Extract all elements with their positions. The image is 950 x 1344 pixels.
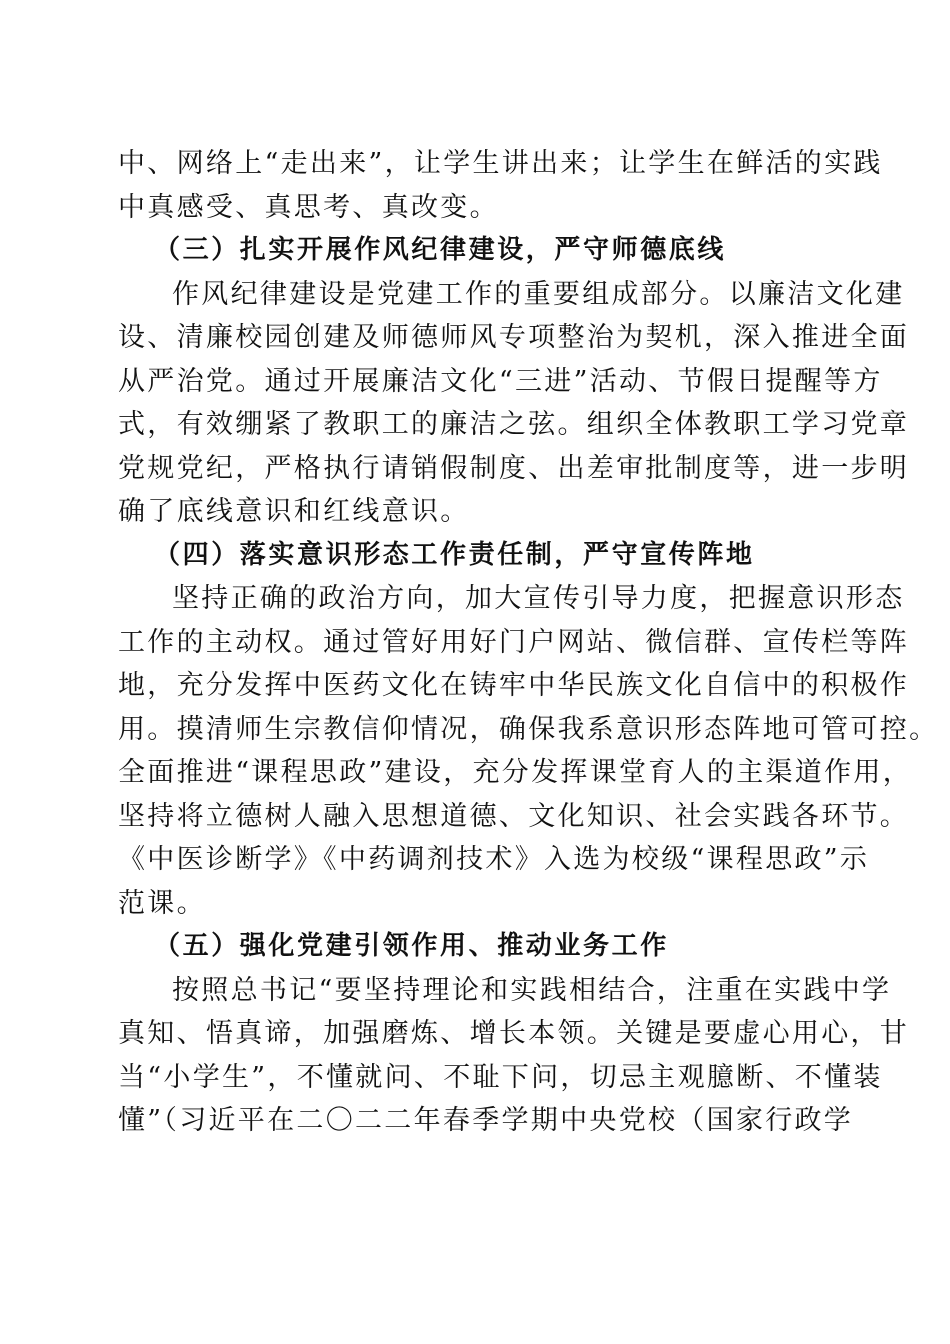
paragraph-first-line: 按照总书记“要坚持理论和实践相结合，注重在实践中学 (172, 974, 892, 1006)
body-line: 设、清廉校园创建及师德师风专项整治为契机，深入推进全面 (118, 322, 910, 353)
body-line: 用。摸清师生宗教信仰情况，确保我系意识形态阵地可管可控。 (118, 713, 939, 745)
body-line: 中、网络上“走出来”，让学生讲出来；让学生在鲜活的实践 (118, 148, 883, 179)
body-line: 全面推进“课程思政”建设，充分发挥课堂育人的主渠道作用， (118, 757, 913, 788)
paragraph-first-line: 作风纪律建设是党建工作的重要组成部分。以廉洁文化建 (172, 278, 905, 310)
paragraph-first-line: 坚持正确的政治方向，加大宣传引导力度，把握意识形态 (172, 583, 905, 614)
section-heading-3: （三）扎实开展作风纪律建设，严守师德底线 (154, 235, 727, 265)
section-heading-5: （五）强化党建引领作用、推动业务工作 (154, 931, 669, 961)
document-page (118, 142, 939, 1143)
body-line: 地，充分发挥中医药文化在铸牢中华民族文化自信中的积极作 (118, 670, 910, 701)
body-line: 中真感受、真思考、真改变。 (118, 191, 499, 223)
body-line: 范课。 (118, 887, 206, 919)
body-line: 《中医诊断学》《中药调剂技术》入选为校级“课程思政”示 (118, 844, 870, 875)
body-line: 从严治党。通过开展廉洁文化“三进”活动、节假日提醒等方 (118, 365, 883, 397)
body-line: 确了底线意识和红线意识。 (118, 496, 470, 527)
body-line: 当“小学生”，不懂就问、不耻下问，切忌主观臆断、不懂装 (118, 1061, 883, 1093)
body-line: 工作的主动权。通过管好用好门户网站、微信群、宣传栏等阵 (118, 626, 910, 658)
body-line: 坚持将立德树人融入思想道德、文化知识、社会实践各环节。 (118, 800, 910, 832)
body-line: 懂”（习近平在二〇二二年春季学期中央党校（国家行政学 (118, 1105, 854, 1136)
section-heading-4: （四）落实意识形态工作责任制，严守宣传阵地 (154, 539, 755, 570)
body-line: 党规党纪，严格执行请销假制度、出差审批制度等，进一步明 (118, 452, 910, 484)
body-line: 式，有效绷紧了教职工的廉洁之弦。组织全体教职工学习党章 (118, 409, 910, 440)
body-line: 真知、悟真谛，加强磨炼、增长本领。关键是要虚心用心，甘 (118, 1018, 910, 1049)
